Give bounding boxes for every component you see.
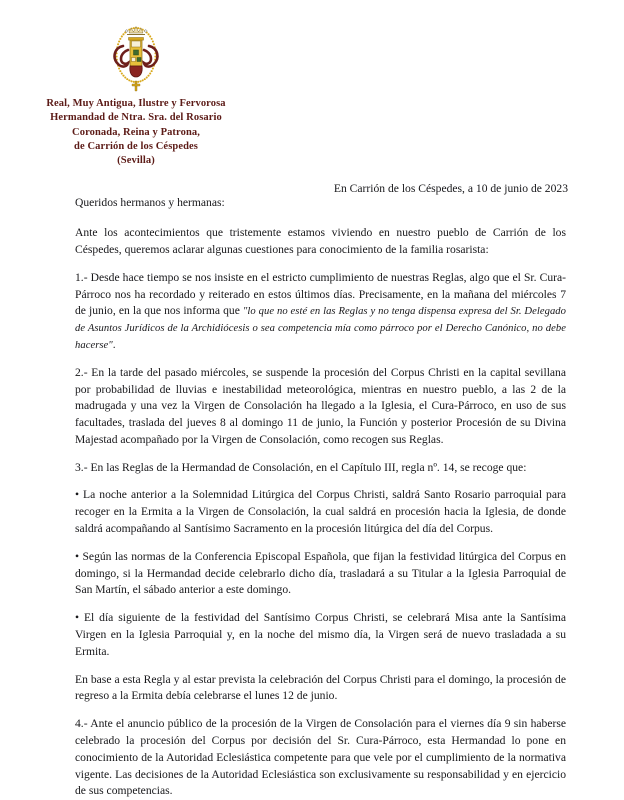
numbered-item-4: 4.- Ante el anuncio público de la procesión de la Virgen de Consolación para el viernes día 9 sin haberse celebrado la procesión del Corpus por decisión del Sr. Cura-Párroco, esta Hermandad lo pone en conocimiento de la Autoridad Eclesiástica competente para que vele por el cumplimiento de la normativa vigente. Las decisiones de la Autoridad Eclesiástica son exclusivamente su responsabilidad y en ejercicio de sus competencias.	[75, 717, 566, 798]
rule-bullet-3: • El día siguiente de la festividad del Santísimo Corpus Christi, se celebrará Misa ante la Santísima Virgen en la Iglesia Parroquial y, en la noche del mismo día, la Virgen será de nuevo trasladada a su Ermita.	[75, 611, 566, 658]
numbered-item-2: 2.- En la tarde del pasado miércoles, se suspende la procesión del Corpus Christi en la capital sevillana por probabilidad de lluvias e inestabilidad meteorológica, mientras en nuestro pueblo, a las 2 de la madrugada y una vez la Virgen de Consolación ha llegado a la Iglesia, el Cura-Párroco, en uso de sus facultades, traslada del jueves 8 al domingo 11 de junio, la Función y posterior Procesión de su Divina Majestad acompañado por la Virgen de Consolación, como recogen sus Reglas.	[75, 365, 566, 446]
letterhead-line-5: (Sevilla)	[117, 155, 155, 167]
letterhead-line-3: Coronada, Reina y Patrona,	[72, 126, 200, 138]
letterhead-line-4: de Carrión de los Céspedes	[74, 140, 198, 152]
intro-paragraph: Ante los acontecimientos que tristemente estamos viviendo en nuestro pueblo de Carrión de los Céspedes, queremos aclarar algunas cuestiones para conocimiento de la familia rosarista:	[75, 226, 566, 256]
hermandad-crest-icon	[94, 10, 178, 94]
item-1-quote: "lo que no esté en las Reglas y no tenga dispensa expresa del Sr. Delegado de Asuntos Jurídicos de la Archidiócesis o sea competencia mía como párroco por el Derecho Canónico, no debe hacerse"	[75, 306, 566, 351]
rule-bullet-1: • La noche anterior a la Solemnidad Litúrgica del Corpus Christi, saldrá Santo Rosario parroquial para recoger en la Ermita a la Virgen de Consolación, la cual saldrá en procesión hacia la Iglesia, de donde saldrá acompañando al Santísimo Sacramento en la procesión litúrgica del día del Corpus.	[75, 488, 566, 536]
letterhead-line-2: Hermandad de Ntra. Sra. del Rosario	[50, 112, 222, 124]
letterhead	[0, 0, 272, 168]
letter-body	[0, 195, 624, 800]
closing-rule-paragraph: En base a esta Regla y al estar prevista la celebración del Corpus Christi para el domingo, la procesión de regreso a la Ermita debía celebrarse el lunes 12 de junio.	[75, 672, 566, 703]
letterhead-line-1: Real, Muy Antigua, Ilustre y Fervorosa	[46, 98, 226, 109]
letterhead-lines	[0, 97, 272, 168]
dateline: En Carrión de los Céspedes, a 10 de junio de 2023	[333, 182, 568, 196]
item-1-lead: 1.- Desde hace tiempo se nos insiste en el estricto cumplimiento de nuestras Reglas, algo que el Sr. Cura- Párroco nos ha recordado y reiterado en estos últimos días. Precisamente, en la mañana del miércoles 7 de junio, en la que nos informa que	[75, 270, 566, 318]
numbered-item-3-lead: 3.- En las Reglas de la Hermandad de Consolación, en el Capítulo III, regla nº. 14, se recoge que:	[75, 460, 527, 474]
rule-bullet-2: • Según las normas de la Conferencia Episcopal Española, que fijan la festividad litúrgica del Corpus en domingo, si la Hermandad decide celebrarlo dicho día, trasladará a su Titular a la Iglesia Parroquial de San Martín, el sábado anterior a este domingo.	[75, 549, 566, 597]
item-1-tail: .	[112, 337, 116, 351]
numbered-item-1	[75, 270, 566, 354]
salutation: Queridos hermanos y hermanas:	[75, 196, 225, 210]
